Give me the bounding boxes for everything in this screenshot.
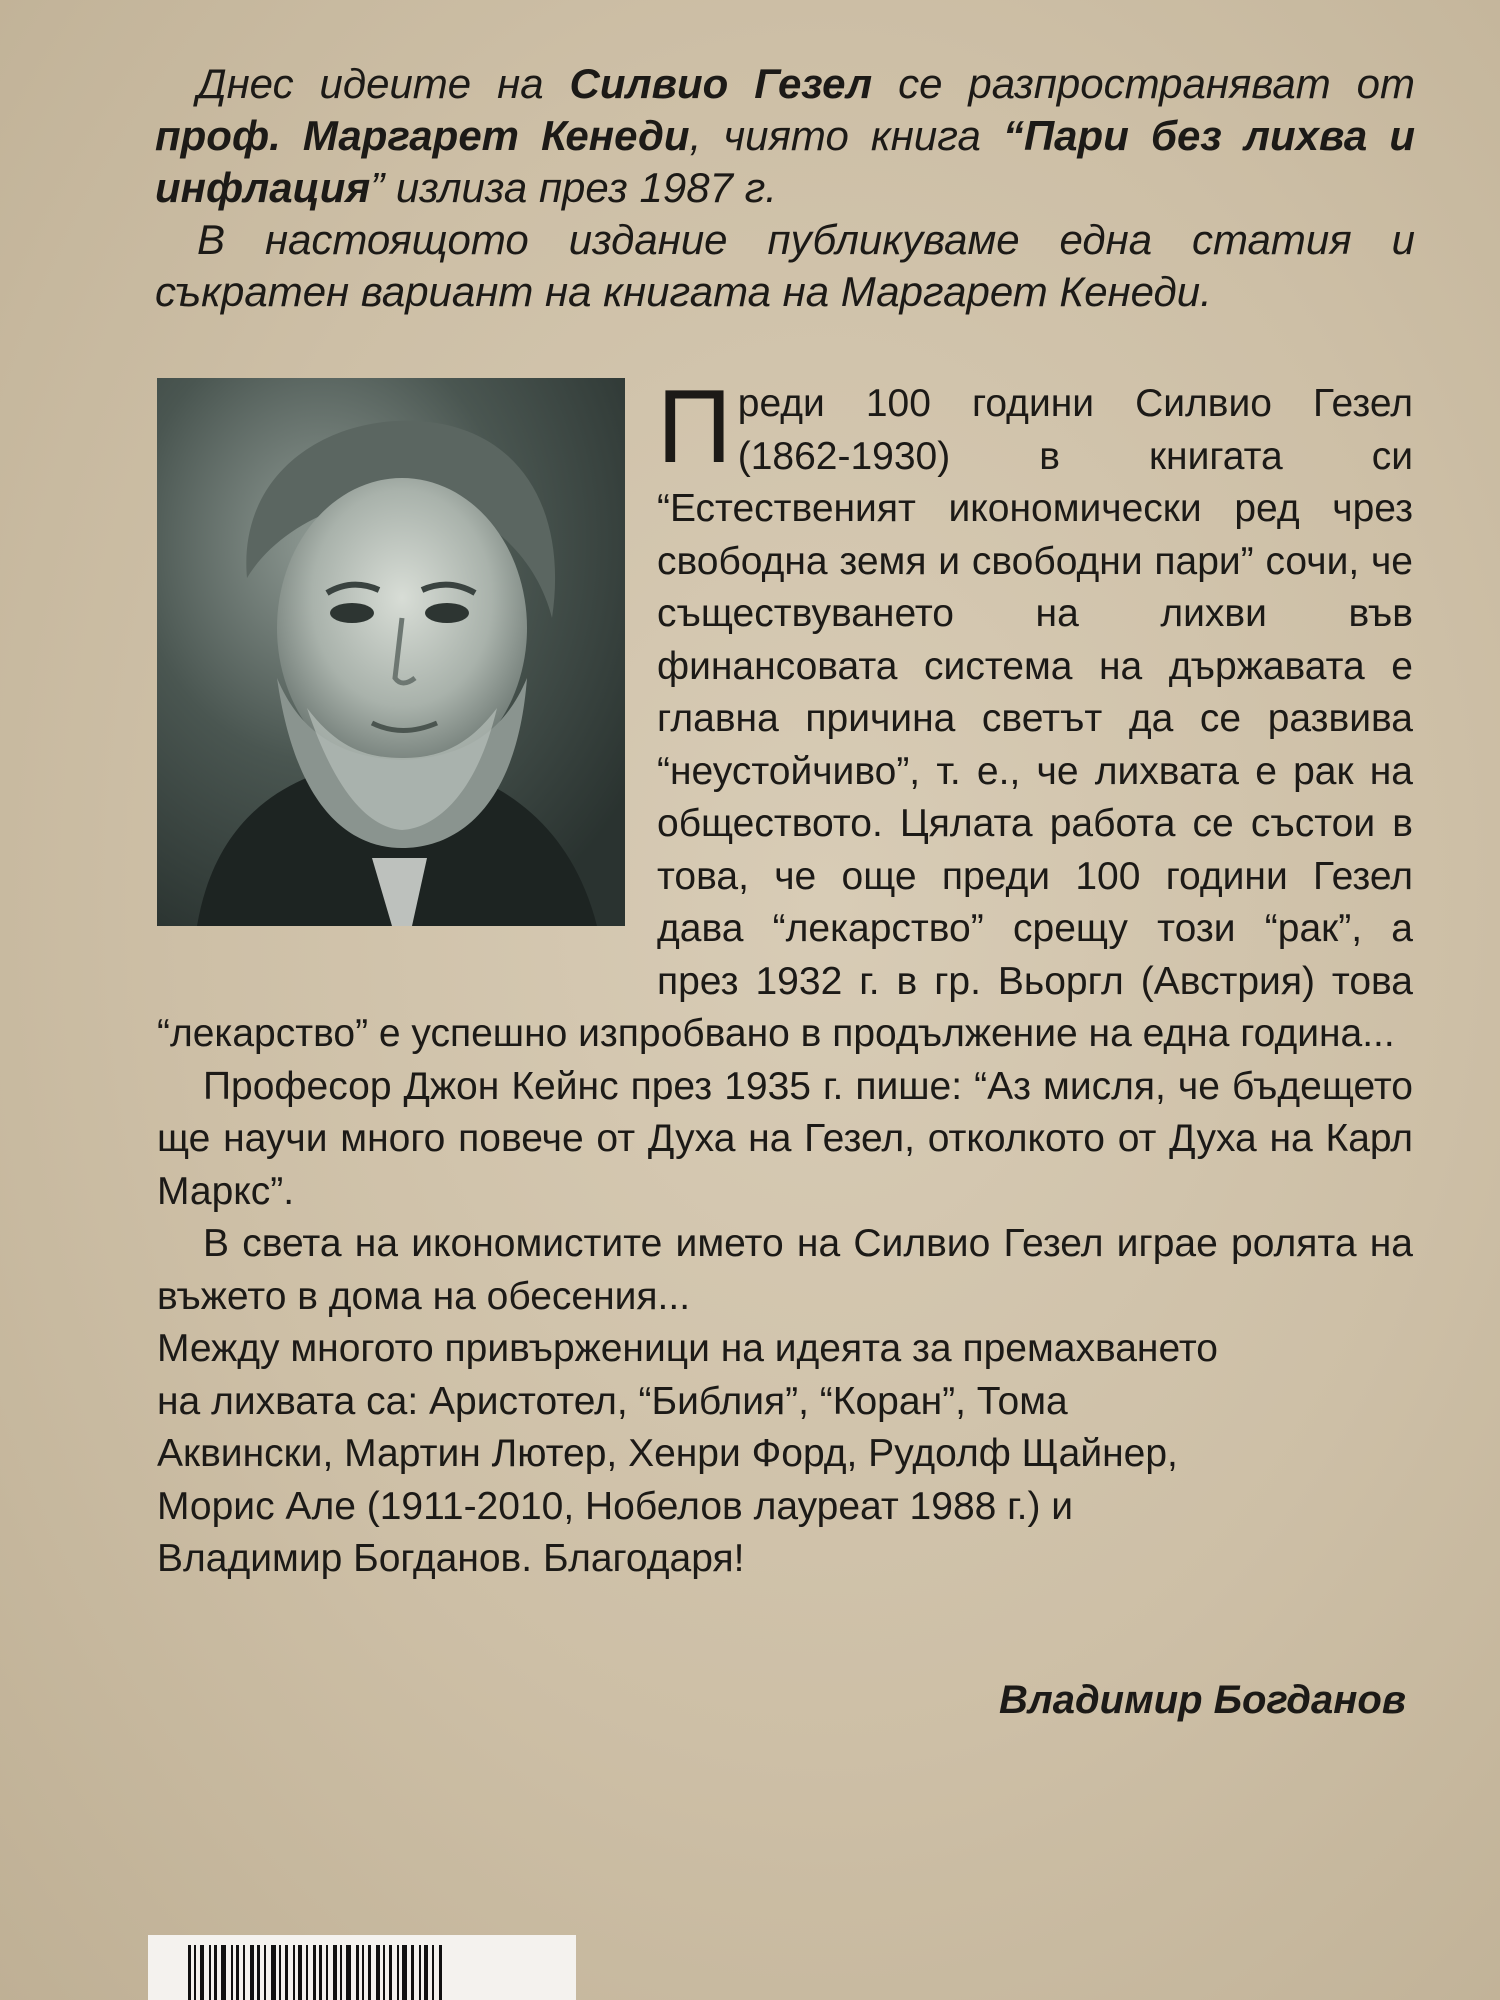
article-line-3: Аквински, Мартин Лютер, Хенри Форд, Рудолф Щайнер, <box>157 1432 1178 1475</box>
author-signature: Владимир Богданов <box>998 1678 1406 1722</box>
intro-text-c: се разпространяват от <box>872 60 1415 107</box>
intro-text <box>155 58 1415 318</box>
article-line-2: на лихвата са: Аристотел, “Библия”, “Коран”, Тома <box>157 1379 1068 1423</box>
intro-bold-gesell: Силвио Гезел <box>569 60 873 107</box>
barcode-icon <box>148 1935 576 2000</box>
intro-bold-book-title: “Пари без лихва и инфлация <box>155 112 1415 211</box>
article-line-5: Владимир Богданов. Благодаря! <box>157 1537 745 1580</box>
article-paragraph-2: Професор Джон Кейнс през 1935 г. пише: “Аз мисля, че бъдещето ще научи много повече от Духа на Гезел, отколкото от Духа на Карл Маркс”. <box>157 1064 1413 1213</box>
portrait-spacer <box>157 378 625 958</box>
intro-text-a: Днес идеите на <box>197 60 570 107</box>
intro-text-g: ” излиза през 1987 г. <box>370 164 777 211</box>
intro-paragraph-2: В настоящото издание публикуваме една статия и съкратен вариант на книгата на Маргарет Кенеди. <box>155 216 1415 315</box>
intro-bold-kennedy: проф. Маргарет Кенеди <box>155 112 690 159</box>
article-line-1: Между многото привърженици на идеята за премахването <box>157 1327 1218 1370</box>
intro-paragraph-1 <box>155 58 1415 214</box>
article-line-4: Морис Але (1911-2010, Нобелов лауреат 1988 г.) и <box>157 1484 1074 1528</box>
article-paragraph-1-text: реди 100 години Силвио Гезел (1862-1930) в книгата си “Естественият икономически ред чрез свободна земя и свободни пари” сочи, че съществуването на лихви във финансовата система на държавата е главна причина светът да се развива “неустойчиво”, т. е., че лихвата е рак на обществото. Цялата работа се състои в това, че още преди 100 години Гезел дава “лекарство” срещу този “рак”, а през 1932 г. в гр. Вьоргл (Австрия) това “лекарство” е успешно изпробвано в продължение на една година... <box>157 382 1413 1055</box>
article-text <box>157 369 1413 1586</box>
article-paragraph-3: В света на икономистите името на Силвио Гезел играе ролята на въжето в дома на обесения... <box>157 1222 1413 1318</box>
drop-cap: П <box>657 369 732 485</box>
intro-text-e: , чиято книга <box>689 112 1003 159</box>
